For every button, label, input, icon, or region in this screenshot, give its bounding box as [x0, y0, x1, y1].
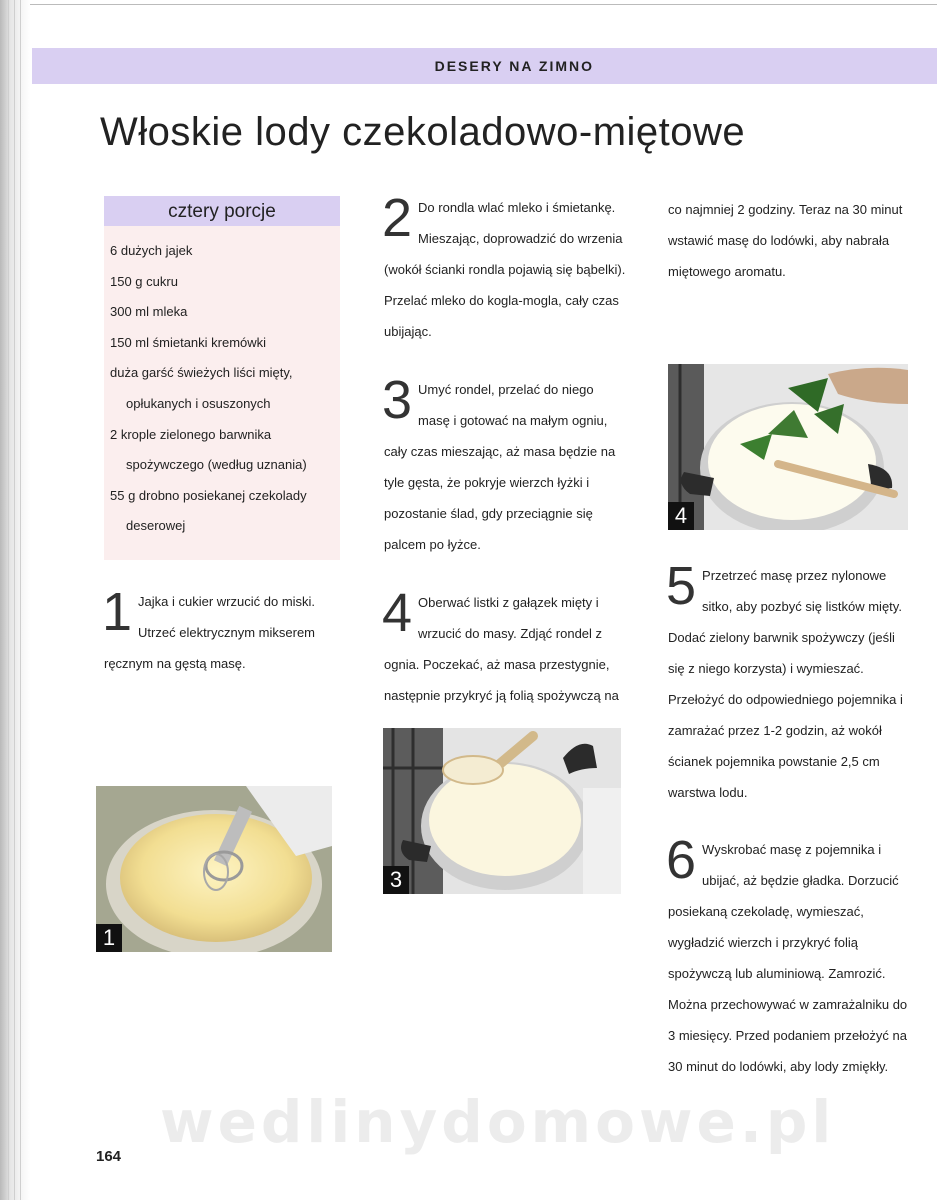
ingredient-item: 150 g cukru — [110, 273, 178, 289]
step-5 — [666, 556, 908, 808]
section-banner — [32, 48, 937, 84]
photo-step-3 — [383, 728, 621, 894]
step-text: Przetrzeć masę przez nylonowe sitko, aby pozbyć się listków mięty. Dodać zielony barwnik spożywczy (jeśli się z niego korzysta) i wymieszać. Przełożyć do odpowiedniego pojemnika i zamrażać przez 1-2 godzin, aż wokół ścianek pojemnika powstanie 2,5 cm warstwa lodu. — [668, 568, 903, 800]
step-number: 4 — [382, 583, 413, 643]
step-2 — [382, 188, 628, 347]
ingredient-item: 55 g drobno posiekanej czekolady deserowej — [110, 487, 307, 534]
book-spine — [0, 0, 30, 1200]
section-label: DESERY NA ZIMNO — [434, 58, 594, 74]
page-number: 164 — [96, 1148, 122, 1165]
step-text: Do rondla wlać mleko i śmietankę. Mieszając, doprowadzić do wrzenia (wokół ścianki rondla pojawią się bąbelki). Przelać mleko do kogla-mogla, cały czas ubijając. — [384, 200, 626, 339]
ingredient-item: 2 krople zielonego barwnika spożywczego (według uznania) — [110, 426, 307, 473]
servings-heading: cztery porcje — [104, 196, 340, 226]
mixer-bowl-illustration — [96, 786, 332, 952]
step-4-continued — [668, 194, 908, 287]
step-number: 3 — [382, 370, 413, 430]
step-1 — [102, 582, 340, 679]
ingredient-list — [110, 236, 338, 542]
step-number: 6 — [666, 830, 697, 890]
step-number: 2 — [382, 188, 413, 248]
step-3 — [382, 370, 628, 560]
ingredient-item: 300 ml mleka — [110, 304, 188, 320]
ingredient-item: duża garść świeżych liści mięty, opłukanych i osuszonych — [110, 365, 293, 411]
saucepan-mint-illustration — [668, 364, 908, 530]
saucepan-spoon-illustration — [383, 728, 621, 894]
step-6 — [666, 830, 908, 1082]
step-number: 1 — [102, 582, 133, 642]
step-text: Umyć rondel, przelać do niego masę i gotować na małym ogniu, cały czas mieszając, aż masa będzie na tyle gęsta, że pokryje wierzch łyżki i pozostanie ślad, gdy przeciągnie się palcem po łyżce. — [384, 382, 616, 552]
ingredient-item: 6 dużych jajek — [110, 243, 193, 258]
step-number: 5 — [666, 556, 697, 616]
step-text: Jajka i cukier wrzucić do miski. Utrzeć elektrycznym mikserem ręcznym na gęstą masę. — [104, 594, 316, 671]
photo-step-4 — [668, 364, 908, 530]
page-top-edge — [30, 4, 937, 5]
photo-badge: 4 — [668, 502, 694, 530]
ingredient-item: 150 ml śmietanki kremówki — [110, 334, 267, 350]
ingredients-box — [104, 196, 340, 560]
photo-badge: 3 — [383, 866, 409, 894]
step-text: Wyskrobać masę z pojemnika i ubijać, aż będzie gładka. Dorzucić posiekaną czekoladę, wymieszać, wygładzić wierzch i przykryć folią spożywczą lub aluminiową. Zamrozić. Można przechowywać w zamrażalniku do 3 miesięcy. Przed podaniem przełożyć na 30 minut do lodówki, aby lody zmiękły. — [668, 842, 908, 1074]
photo-step-1 — [96, 786, 332, 952]
photo-badge: 1 — [96, 924, 122, 952]
site-watermark: wedlinydomowe.pl — [160, 1088, 836, 1156]
step-text: co najmniej 2 godziny. Teraz na 30 minut wstawić masę do lodówki, aby nabrała miętowego aromatu. — [668, 202, 903, 279]
step-4 — [382, 583, 628, 711]
step-text: Oberwać listki z gałązek mięty i wrzucić do masy. Zdjąć rondel z ognia. Poczekać, aż masa przestygnie, następnie przykryć ją folią spożywczą na — [384, 595, 619, 703]
recipe-title: Włoskie lody czekoladowo-miętowe — [100, 110, 746, 154]
